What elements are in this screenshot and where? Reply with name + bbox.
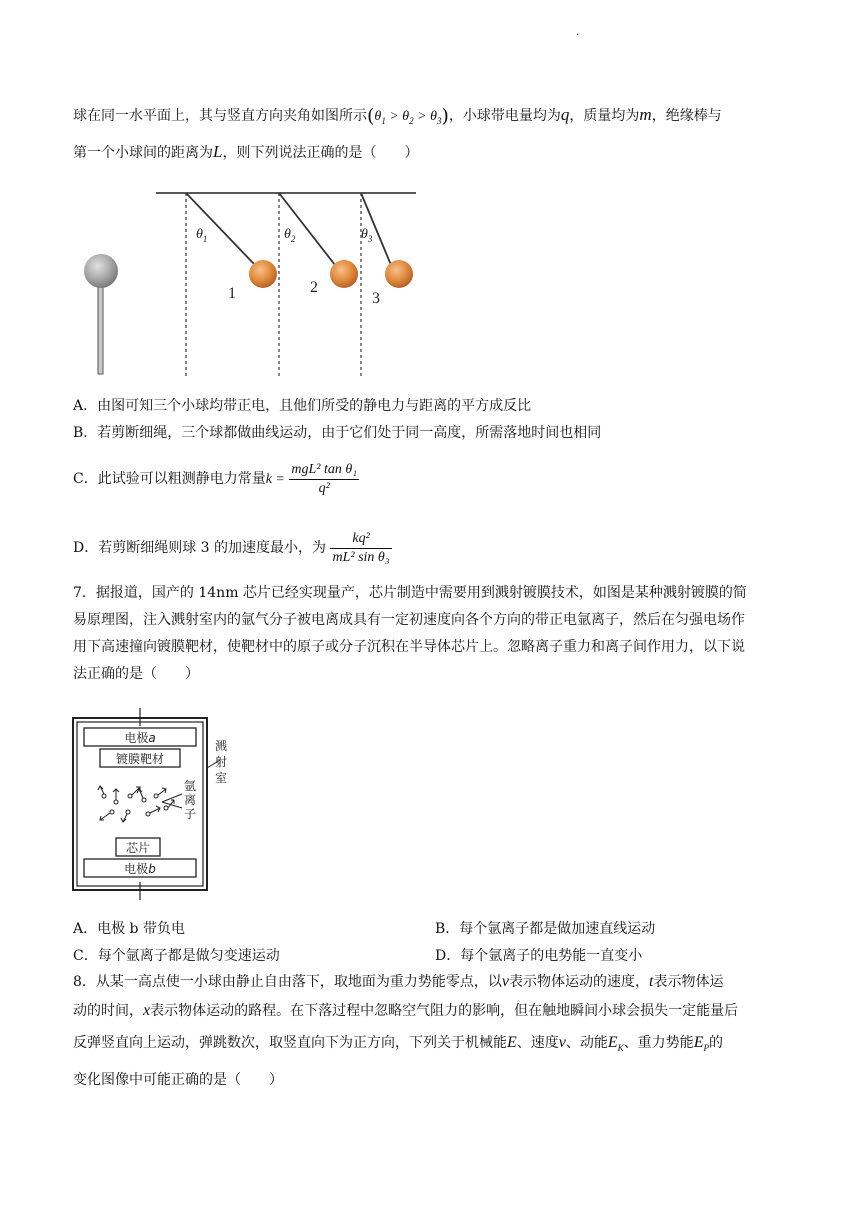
electrode-b-label: 电极b — [124, 862, 156, 876]
var-x: x — [143, 1002, 151, 1019]
var-q: q — [560, 105, 570, 124]
var-t: t — [649, 973, 654, 990]
option-d-fraction: $\frac{\text{kq²}}{\text{mL² sin θ₃}}$ — [332, 530, 390, 565]
ball-2 — [330, 260, 358, 288]
q7-stem-line2: 易原理图，注入溅射室内的氩气分子被电离成具有一定初速度向各个方向的带正电氩离子，然后在匀强电场作 — [73, 612, 745, 628]
theta1-label: $\theta_1$ — [196, 227, 208, 244]
theta2-label: $\theta_2$ — [284, 227, 296, 244]
q8-text: 、重力势能 — [623, 1035, 694, 1051]
q7-option-c[interactable]: C．每个氩离子都是做匀变速运动 — [73, 948, 280, 964]
q7-figure — [70, 708, 240, 900]
q6-option-c[interactable] — [73, 454, 359, 505]
q6-text: ，绝缘棒与 — [651, 108, 722, 124]
q8-text: 、速度 — [516, 1035, 559, 1051]
option-c-text: C．此试验可以粗测静电力常量 — [73, 471, 266, 487]
electrode-a-label: 电极a — [124, 731, 156, 745]
q6-text: ，质量均为 — [569, 108, 640, 124]
q6-option-d[interactable] — [73, 523, 392, 573]
charged-sphere — [84, 254, 118, 288]
ball-label-3: 3 — [372, 290, 380, 307]
q6-stem-line1: 球在同一水平面上，其与竖直方向夹角如图所示$(\theta_1 > \theta_2 > \theta_3)$，小球带电量均为q，质量均为m，绝缘棒与 — [73, 105, 722, 127]
target-label: 镀膜靶材 — [115, 752, 165, 766]
var-E: E — [507, 1034, 517, 1051]
option-c-lhs: k = — [265, 472, 285, 487]
q6-option-b[interactable]: B．若剪断细绳，三个球都做曲线运动，由于它们处于同一高度，所需落地时间也相同 — [73, 425, 602, 441]
q8-text: 反弹竖直向上运动，弹跳数次，取竖直向下为正方向，下列关于机械能 — [73, 1035, 507, 1051]
argon-ions — [98, 786, 174, 822]
q8-text: 8．从某一高点使一小球由静止自由落下，取地面为重力势能零点，以 — [73, 974, 502, 990]
q6-text: ，则下列说法正确的是（ ） — [222, 145, 419, 161]
q6-text: 第一个小球间的距离为 — [73, 145, 213, 161]
q8-text: 表示物体运 — [653, 974, 724, 990]
var-L: L — [213, 142, 223, 161]
q8-stem-line3 — [73, 1032, 723, 1059]
q8-text: 表示物体运动的路程。在下落过程中忽略空气阻力的影响，但在触地瞬间小球会损失一定能量后 — [150, 1003, 739, 1019]
chamber-label: 溅射室 — [215, 739, 228, 785]
q7-stem-line1: 7．据报道，国产的 14nm 芯片已经实现量产，芯片制造中需要用到溅射镀膜技术，如图是某种溅射镀膜的简 — [73, 585, 747, 601]
q8-stem-line4: 变化图像中可能正确的是（ ） — [73, 1072, 283, 1088]
header-mark: · — [576, 30, 580, 41]
ball-1 — [249, 260, 277, 288]
q7-stem-line3: 用下高速撞向镀膜靶材，使靶材中的原子或分子沉积在半导体芯片上。忽略离子重力和离子间作用力，以下说 — [73, 639, 745, 655]
theta3-label: $\theta_3$ — [361, 227, 373, 244]
q6-figure — [80, 180, 430, 380]
q7-option-d[interactable]: D．每个氩离子的电势能一直变小 — [435, 948, 643, 964]
theta-order: $\theta_1 > \theta_2 > \theta_3$ — [374, 109, 442, 126]
var-EK: $E_K$ — [607, 1034, 624, 1054]
q8-text: 动的时间， — [73, 1003, 143, 1019]
q8-text: 、动能 — [565, 1035, 608, 1051]
option-c-fraction: $\frac{\text{mgL² tan θ₁}}{\text{q²}}$ — [291, 461, 358, 496]
ball-3 — [385, 260, 413, 288]
q7-option-b[interactable]: B．每个氩离子都是做加速直线运动 — [435, 921, 656, 937]
q8-text: 的 — [708, 1035, 723, 1051]
q6-stem-line2 — [73, 141, 418, 164]
insulating-rod — [98, 286, 103, 374]
chip-label: 芯片 — [125, 841, 151, 855]
ball-label-1: 1 — [228, 285, 236, 302]
argon-ion-label: 氩离子 — [184, 779, 197, 821]
var-m: m — [639, 105, 652, 124]
q6-text: 球在同一水平面上，其与竖直方向夹角如图所示 — [73, 108, 367, 124]
var-v: v — [558, 1034, 566, 1051]
q8-stem-line2 — [73, 1000, 738, 1022]
q7-stem-line4: 法正确的是（ ） — [73, 666, 199, 682]
var-v: v — [501, 973, 510, 990]
var-EP: $E_P$ — [693, 1034, 709, 1054]
q7-option-a[interactable]: A．电极 b 带负电 — [73, 921, 185, 937]
option-d-text: D．若剪断细绳则球 3 的加速度最小，为 — [73, 540, 327, 556]
q6-option-a[interactable]: A．由图可知三个小球均带正电，且他们所受的静电力与距离的平方成反比 — [73, 398, 532, 414]
q6-text: ，小球带电量均为 — [448, 108, 561, 124]
q8-text: 表示物体运动的速度， — [509, 974, 650, 990]
ball-label-2: 2 — [310, 279, 318, 296]
q8-stem-line1 — [73, 971, 723, 993]
